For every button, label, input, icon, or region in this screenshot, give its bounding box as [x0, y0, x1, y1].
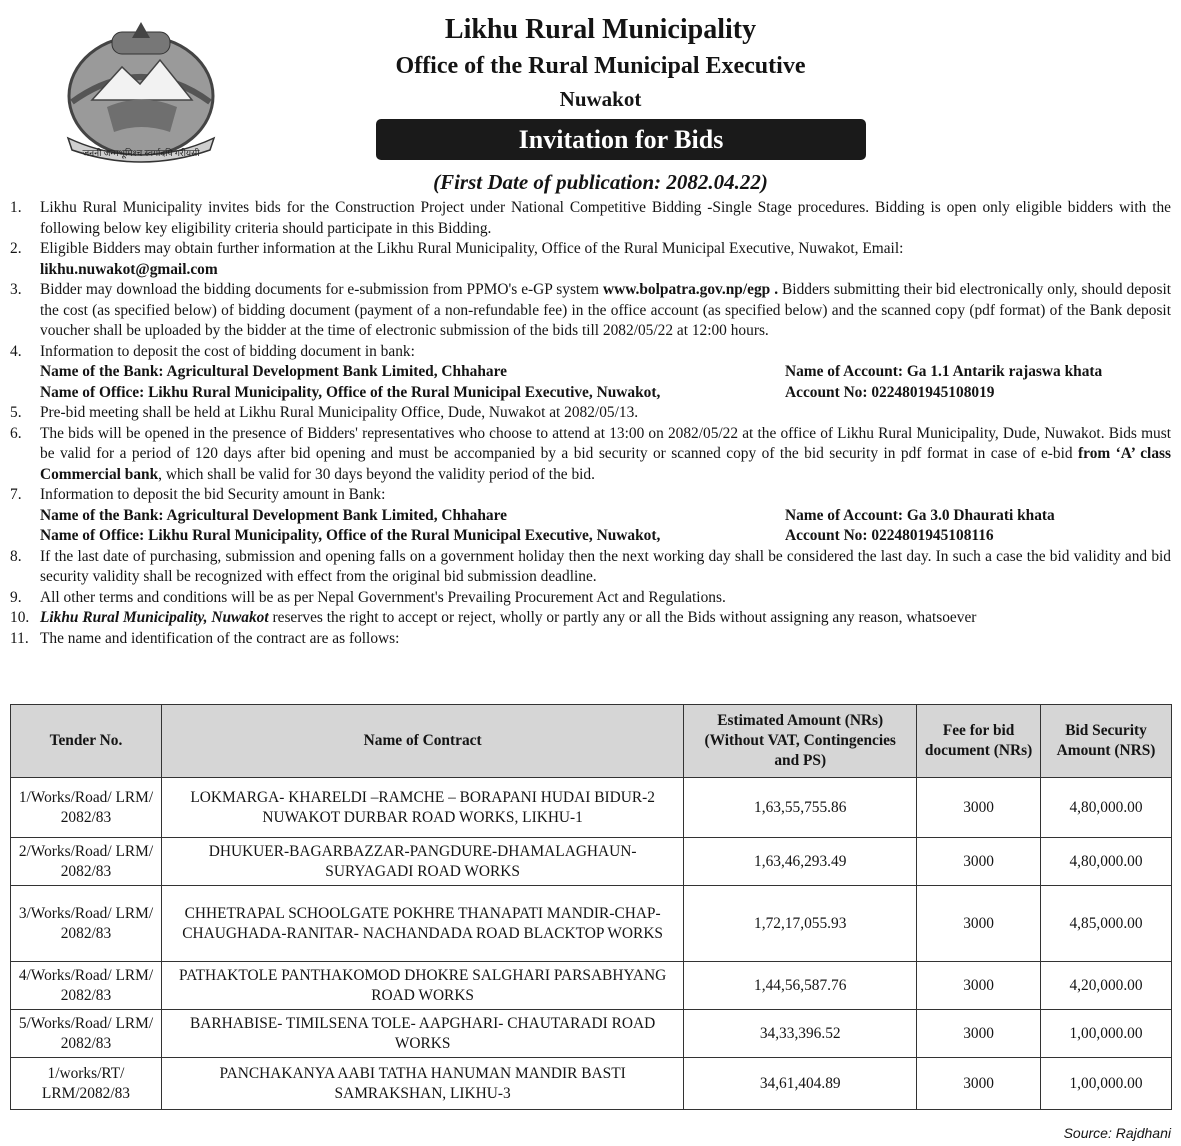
bank-info-document-fee: Name of the Bank: Agricultural Development Bank Limited, Chhahare Name of Account: Ga 1.1 Antarik rajaswa khata — [40, 363, 1103, 380]
source-credit: Source: Rajdhani — [1063, 1125, 1171, 1141]
list-item: 3. Bidder may download the bidding documents for e-submission from PPMO's e-GP system www.bolpatra.gov.np/egp . Bidders submitting their bid electronically only, should deposit the cost (as specified below) of bidding document (payment of a non-refundable fee) in the office account (as specified below) and the scanned copy (pdf format) of the Bank deposit voucher shall be uploaded by the bidder at the time of electronic submission of the bids till 2082/05/22 at 12:00 hours. — [10, 281, 1171, 339]
list-item: 10. Likhu Rural Municipality, Nuwakot reserves the right to accept or reject, wholly or partly any or all the Bids without assigning any reason, whatsoever — [10, 609, 977, 626]
emblem-motto: जननी जन्मभूमिश्च स्वर्गादपि गरीयसी — [82, 148, 200, 158]
notice-header — [0, 0, 1181, 200]
col-tender-no: Tender No. — [11, 705, 162, 778]
bank-info-bid-security: Name of the Bank: Agricultural Development Bank Limited, Chhahare Name of Account: Ga 3.0 Dhaurati khata — [40, 506, 1055, 524]
list-item: 6. The bids will be opened in the presence of Bidders' representatives who choose to attend at 13:00 on 2082/05/22 at the office of Likhu Rural Municipality, Dude, Nuwakot. Bids must be valid for a period of 120 days after bid opening and must be accompanied by a bid security or scanned copy of the bid security in pdf format in case of e-bid from ‘A’ class Commercial bank, which shall be valid for 30 days beyond the validity period of the bid. — [10, 424, 1171, 483]
invitation-banner: Invitation for Bids — [376, 119, 866, 160]
list-item: 9. All other terms and conditions will be as per Nepal Government's Prevailing Procurement Act and Regulations. — [10, 588, 726, 606]
list-item: 7. Information to deposit the bid Security amount in Bank: — [10, 486, 386, 503]
egp-link[interactable]: www.bolpatra.gov.np/egp . — [603, 281, 779, 298]
publication-date: (First Date of publication: 2082.04.22) — [433, 170, 768, 194]
municipality-title: Likhu Rural Municipality — [444, 14, 757, 45]
office-title: Office of the Rural Municipal Executive — [395, 53, 806, 79]
contracts-table — [10, 704, 1172, 1110]
list-item: 1. Likhu Rural Municipality invites bids for the Construction Project under National Competitive Bidding -Single Stage procedures. Bidding is open only eligible bidders with the following below key eligibility criteria should participate in this Bidding. — [10, 199, 1171, 237]
contact-email[interactable]: likhu.nuwakot@gmail.com — [40, 260, 218, 278]
table-row: 4/Works/Road/ LRM/ 2082/83 PATHAKTOLE PANTHAKOMOD DHOKRE SALGHARI PARSABHYANG ROAD WORKS 1,44,56,587.76 3000 4,20,000.00 — [11, 962, 1172, 1010]
list-item: 11. The name and identification of the contract are as follows: — [10, 629, 400, 647]
list-item: 2. Eligible Bidders may obtain further information at the Likhu Rural Municipality, Office of the Rural Municipal Executive, Nuwakot, Email: likhu.nuwakot@gmail.com — [10, 240, 904, 278]
bank-info-bid-security: Name of Office: Likhu Rural Municipality, Office of the Rural Municipal Executive, Nuwakot, Account No: 0224801945108116 — [40, 527, 994, 544]
table-row: 1/Works/Road/ LRM/ 2082/83 LOKMARGA- KHARELDI –RAMCHE – BORAPANI HUDAI BIDUR-2 NUWAKOT DURBAR ROAD WORKS, LIKHU-1 1,63,55,755.86 3000 4,80,000.00 — [11, 778, 1172, 838]
table-header-row — [11, 705, 1172, 778]
table-row: 2/Works/Road/ LRM/ 2082/83 DHUKUER-BAGARBAZZAR-PANGDURE-DHAMALAGHAUN-SURYAGADI ROAD WORKS 1,63,46,293.49 3000 4,80,000.00 — [11, 838, 1172, 886]
col-contract-name: Name of Contract — [161, 705, 683, 778]
col-estimated-amount: Estimated Amount (NRs) (Without VAT, Contingencies and PS) — [684, 705, 917, 778]
table-row: 3/Works/Road/ LRM/ 2082/83 CHHETRAPAL SCHOOLGATE POKHRE THANAPATI MANDIR-CHAP-CHAUGHADA-RANITAR- NACHANDADA ROAD BLACKTOP WORKS 1,72,17,055.93 3000 4,85,000.00 — [11, 886, 1172, 962]
col-bid-security: Bid Security Amount (NRS) — [1041, 705, 1172, 778]
list-item: 8. If the last date of purchasing, submission and opening falls on a government holiday then the next working day shall be considered the last day. In such a case the bid validity and bid security validity shall be recognized with effect from the original bid submission deadline. — [10, 547, 1171, 585]
district-title: Nuwakot — [559, 87, 642, 111]
notice-body — [10, 198, 1171, 649]
bank-info-document-fee: Name of Office: Likhu Rural Municipality, Office of the Rural Municipal Executive, Nuwakot, Account No: 0224801945108019 — [40, 383, 995, 401]
table-row: 5/Works/Road/ LRM/ 2082/83 BARHABISE- TIMILSENA TOLE- AAPGHARI- CHAUTARADI ROAD WORKS 34,33,396.52 3000 1,00,000.00 — [11, 1010, 1172, 1058]
list-item: 5. Pre-bid meeting shall be held at Likhu Rural Municipality Office, Dude, Nuwakot at 2082/05/13. — [10, 404, 639, 421]
col-fee: Fee for bid document (NRs) — [917, 705, 1041, 778]
list-item: 4. Information to deposit the cost of bidding document in bank: — [10, 342, 415, 360]
table-row: 1/works/RT/ LRM/2082/83 PANCHAKANYA AABI TATHA HANUMAN MANDIR BASTI SAMRAKSHAN, LIKHU-3 34,61,404.89 3000 1,00,000.00 — [11, 1058, 1172, 1110]
